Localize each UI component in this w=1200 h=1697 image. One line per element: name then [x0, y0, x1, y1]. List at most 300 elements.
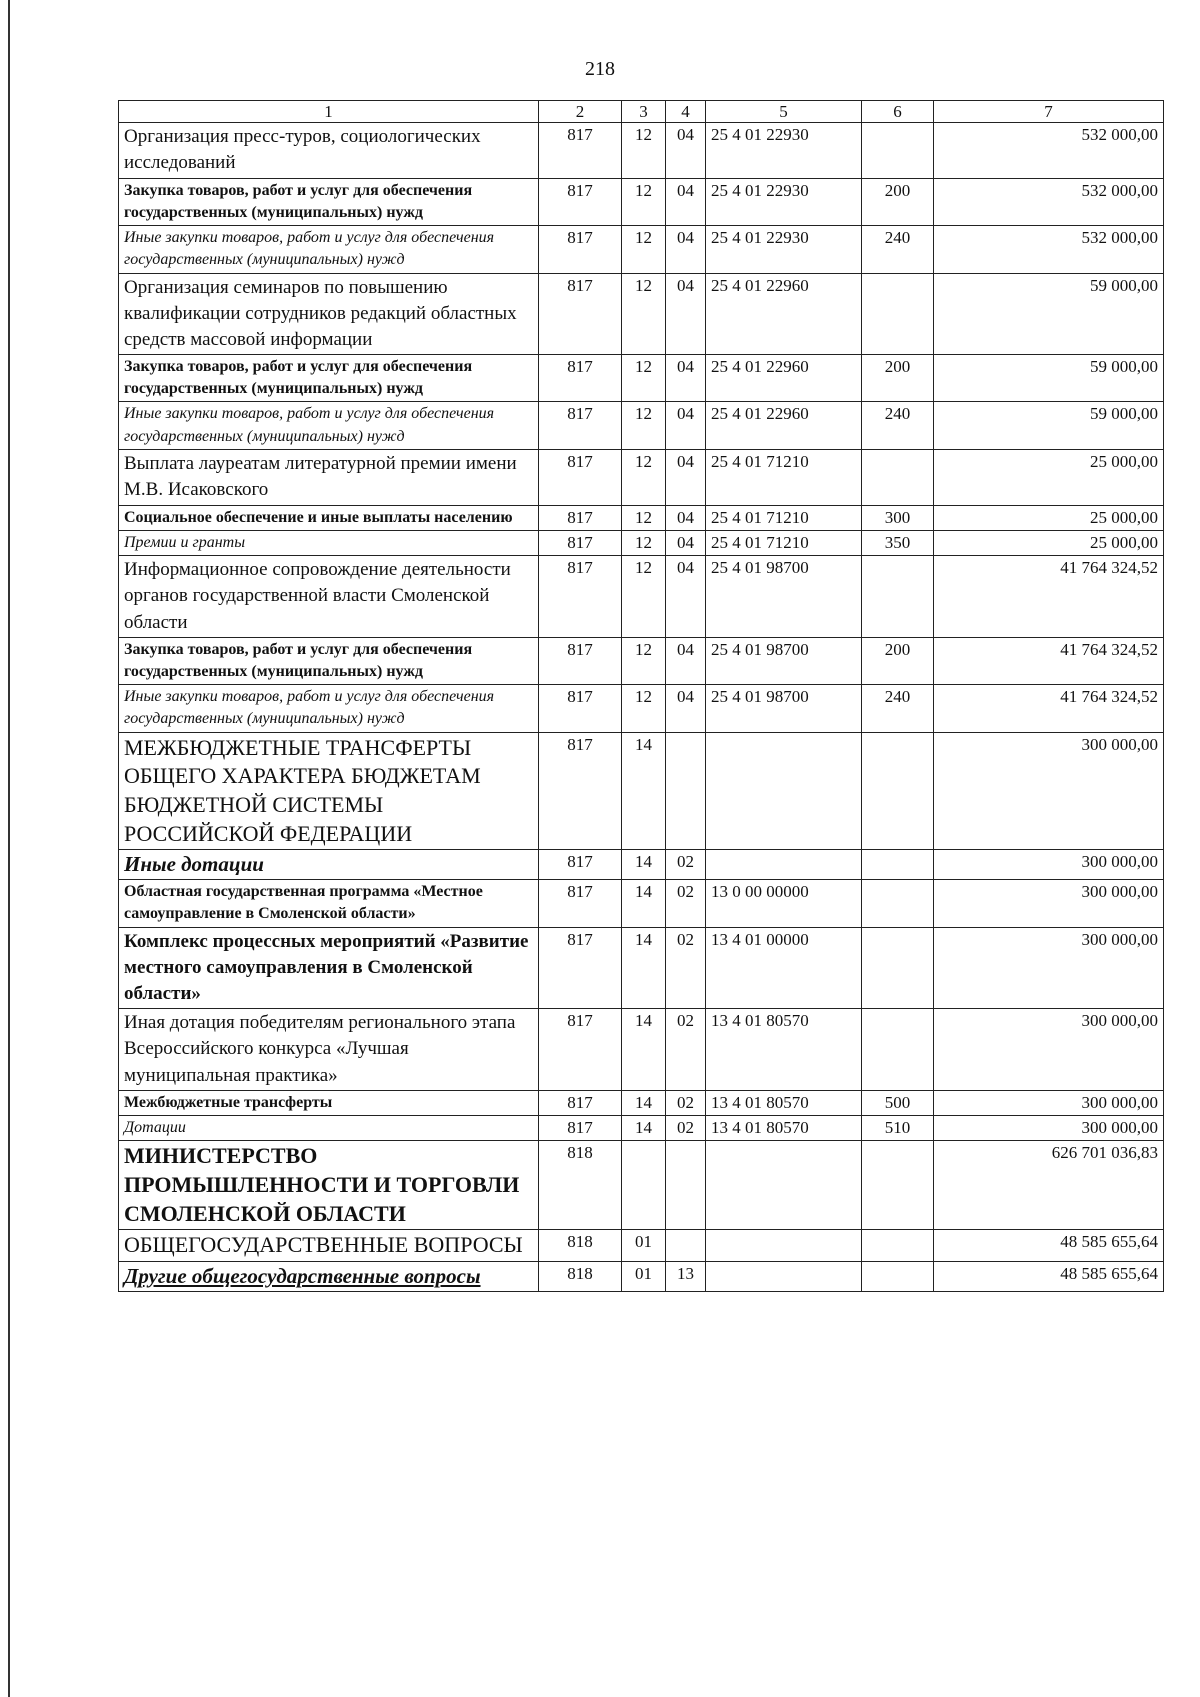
target-article-text: 25 4 01 98700 — [711, 558, 809, 578]
table-row — [119, 1009, 1164, 1091]
amount-cell — [934, 850, 1164, 880]
section-code-cell — [622, 505, 666, 530]
table-row — [119, 1141, 1164, 1230]
target-article-cell — [706, 1261, 862, 1291]
section-code-cell — [622, 880, 666, 927]
target-article-text: 25 4 01 98700 — [711, 639, 809, 659]
target-article-cell — [706, 178, 862, 225]
subsection-code-cell — [666, 273, 706, 355]
amount-text: 48 585 655,64 — [1060, 1263, 1158, 1283]
expense-type-cell — [862, 1009, 934, 1091]
amount-text: 41 764 324,52 — [1060, 558, 1158, 578]
table-row — [119, 1090, 1164, 1115]
admin-code-cell — [539, 530, 622, 555]
target-article-cell — [706, 927, 862, 1009]
subsection-code-text: 04 — [677, 558, 694, 578]
row-name-cell — [119, 927, 539, 1009]
page-edge-line — [8, 0, 10, 1697]
amount-cell — [934, 880, 1164, 927]
row-name-text: Областная государственная программа «Местное самоуправление в Смоленской области» — [124, 883, 483, 923]
admin-code-text: 818 — [567, 1232, 593, 1252]
admin-code-text: 817 — [567, 1117, 593, 1137]
row-name-cell — [119, 1009, 539, 1091]
section-code-text: 12 — [635, 507, 652, 527]
amount-cell — [934, 556, 1164, 638]
expense-type-cell — [862, 273, 934, 355]
amount-cell — [934, 123, 1164, 178]
row-name-cell — [119, 1141, 539, 1230]
row-name-text: МИНИСТЕРСТВО ПРОМЫШЛЕННОСТИ И ТОРГОВЛИ СМОЛЕНСКОЙ ОБЛАСТИ — [124, 1143, 520, 1226]
amount-text: 48 585 655,64 — [1060, 1232, 1158, 1252]
expense-type-cell — [862, 850, 934, 880]
row-name-cell — [119, 273, 539, 355]
amount-text: 300 000,00 — [1081, 882, 1158, 902]
admin-code-text: 817 — [567, 404, 593, 424]
column-header: 2 — [539, 101, 622, 123]
expense-type-cell — [862, 402, 934, 450]
table-row — [119, 1115, 1164, 1140]
section-code-cell — [622, 637, 666, 684]
section-code-text: 14 — [635, 1011, 652, 1031]
admin-code-text: 817 — [567, 734, 593, 754]
expense-type-text: 300 — [884, 507, 911, 527]
section-code-cell — [622, 1115, 666, 1140]
table-row — [119, 178, 1164, 225]
admin-code-cell — [539, 1141, 622, 1230]
subsection-code-cell — [666, 1009, 706, 1091]
subsection-code-cell — [666, 1141, 706, 1230]
expense-type-text: 350 — [884, 532, 911, 552]
expense-type-cell — [862, 450, 934, 505]
target-article-cell — [706, 732, 862, 849]
subsection-code-cell — [666, 1115, 706, 1140]
row-name-cell — [119, 1090, 539, 1115]
section-code-text: 12 — [635, 639, 652, 659]
admin-code-text: 817 — [567, 639, 593, 659]
amount-cell — [934, 732, 1164, 849]
subsection-code-text: 04 — [677, 507, 694, 527]
table-row — [119, 556, 1164, 638]
section-code-text: 01 — [635, 1232, 652, 1252]
admin-code-text: 817 — [567, 686, 593, 706]
amount-cell — [934, 178, 1164, 225]
amount-text: 300 000,00 — [1081, 929, 1158, 949]
section-code-cell — [622, 732, 666, 849]
row-name-text: Иные закупки товаров, работ и услуг для обеспечения государственных (муниципальных) нужд — [124, 405, 495, 445]
target-article-cell — [706, 225, 862, 273]
table-row — [119, 355, 1164, 402]
section-code-cell — [622, 123, 666, 178]
section-code-cell — [622, 273, 666, 355]
table-row — [119, 450, 1164, 505]
section-code-cell — [622, 530, 666, 555]
admin-code-cell — [539, 684, 622, 732]
subsection-code-cell — [666, 178, 706, 225]
subsection-code-text: 02 — [677, 929, 694, 949]
subsection-code-text: 04 — [677, 357, 694, 377]
section-code-cell — [622, 1141, 666, 1230]
subsection-code-text: 04 — [677, 404, 694, 424]
subsection-code-cell — [666, 880, 706, 927]
section-code-text: 12 — [635, 357, 652, 377]
subsection-code-text: 02 — [677, 1117, 694, 1137]
expense-type-cell — [862, 732, 934, 849]
table-row — [119, 927, 1164, 1009]
admin-code-cell — [539, 450, 622, 505]
subsection-code-text: 04 — [677, 452, 694, 472]
row-name-cell — [119, 556, 539, 638]
amount-text: 532 000,00 — [1081, 180, 1158, 200]
table-row — [119, 880, 1164, 927]
table-body — [119, 123, 1164, 1292]
row-name-cell — [119, 450, 539, 505]
amount-cell — [934, 505, 1164, 530]
amount-cell — [934, 225, 1164, 273]
section-code-text: 12 — [635, 452, 652, 472]
target-article-text: 25 4 01 71210 — [711, 507, 809, 527]
target-article-cell — [706, 123, 862, 178]
amount-cell — [934, 1090, 1164, 1115]
amount-cell — [934, 684, 1164, 732]
row-name-cell — [119, 880, 539, 927]
admin-code-text: 817 — [567, 882, 593, 902]
row-name-text: Иные дотации — [124, 852, 264, 877]
target-article-text: 13 4 01 80570 — [711, 1011, 809, 1031]
section-code-cell — [622, 1009, 666, 1091]
page-number: 218 — [585, 58, 615, 80]
amount-text: 300 000,00 — [1081, 1011, 1158, 1031]
section-code-text: 12 — [635, 180, 652, 200]
target-article-text: 25 4 01 22960 — [711, 275, 809, 295]
expense-type-text: 200 — [884, 357, 911, 377]
section-code-text: 14 — [635, 852, 652, 872]
amount-cell — [934, 355, 1164, 402]
section-code-cell — [622, 684, 666, 732]
expense-type-cell — [862, 505, 934, 530]
admin-code-cell — [539, 1230, 622, 1262]
row-name-text: Социальное обеспечение и иные выплаты населению — [124, 508, 513, 526]
admin-code-text: 818 — [567, 1143, 593, 1163]
table-row — [119, 530, 1164, 555]
subsection-code-text: 04 — [677, 227, 694, 247]
admin-code-cell — [539, 927, 622, 1009]
target-article-text: 25 4 01 22930 — [711, 227, 809, 247]
amount-text: 300 000,00 — [1081, 852, 1158, 872]
column-header: 5 — [706, 101, 862, 123]
section-code-text: 12 — [635, 275, 652, 295]
subsection-code-cell — [666, 927, 706, 1009]
target-article-text: 25 4 01 22930 — [711, 180, 809, 200]
row-name-text: Межбюджетные трансферты — [124, 1093, 333, 1111]
subsection-code-cell — [666, 1261, 706, 1291]
row-name-text: Комплекс процессных мероприятий «Развитие местного самоуправления в Смоленской области» — [124, 930, 529, 1004]
admin-code-cell — [539, 273, 622, 355]
table-row — [119, 1261, 1164, 1291]
expense-type-cell — [862, 1230, 934, 1262]
target-article-text: 25 4 01 22960 — [711, 357, 809, 377]
admin-code-text: 817 — [567, 558, 593, 578]
admin-code-cell — [539, 637, 622, 684]
admin-code-text: 817 — [567, 452, 593, 472]
expense-type-cell — [862, 123, 934, 178]
target-article-cell — [706, 1009, 862, 1091]
target-article-cell — [706, 880, 862, 927]
row-name-text: Закупка товаров, работ и услуг для обеспечения государственных (муниципальных) нужд — [124, 181, 473, 221]
admin-code-text: 817 — [567, 180, 593, 200]
section-code-cell — [622, 927, 666, 1009]
section-code-cell — [622, 1090, 666, 1115]
admin-code-cell — [539, 225, 622, 273]
row-name-text: МЕЖБЮДЖЕТНЫЕ ТРАНСФЕРТЫ ОБЩЕГО ХАРАКТЕРА БЮДЖЕТАМ БЮДЖЕТНОЙ СИСТЕМЫ РОССИЙСКОЙ ФЕДЕРАЦИИ — [124, 734, 481, 846]
admin-code-text: 817 — [567, 1092, 593, 1112]
amount-text: 300 000,00 — [1081, 1092, 1158, 1112]
amount-cell — [934, 402, 1164, 450]
admin-code-cell — [539, 505, 622, 530]
admin-code-text: 817 — [567, 929, 593, 949]
section-code-cell — [622, 450, 666, 505]
expense-type-cell — [862, 927, 934, 1009]
table-row — [119, 402, 1164, 450]
section-code-cell — [622, 850, 666, 880]
row-name-text: Иные закупки товаров, работ и услуг для обеспечения государственных (муниципальных) нужд — [124, 687, 495, 728]
amount-cell — [934, 1230, 1164, 1262]
admin-code-cell — [539, 123, 622, 178]
admin-code-text: 817 — [567, 1011, 593, 1031]
row-name-cell — [119, 1115, 539, 1140]
target-article-text: 13 0 00 00000 — [711, 882, 809, 902]
expense-type-cell — [862, 225, 934, 273]
budget-table — [118, 100, 1164, 1292]
admin-code-cell — [539, 1261, 622, 1291]
admin-code-cell — [539, 732, 622, 849]
section-code-cell — [622, 225, 666, 273]
expense-type-cell — [862, 637, 934, 684]
amount-text: 532 000,00 — [1081, 125, 1158, 145]
amount-cell — [934, 1141, 1164, 1230]
row-name-text: Информационное сопровождение деятельности органов государственной власти Смоленской области — [124, 559, 511, 633]
expense-type-text: 200 — [884, 639, 911, 659]
admin-code-cell — [539, 402, 622, 450]
amount-cell — [934, 450, 1164, 505]
expense-type-cell — [862, 1090, 934, 1115]
admin-code-cell — [539, 1090, 622, 1115]
row-name-text: ОБЩЕГОСУДАРСТВЕННЫЕ ВОПРОСЫ — [124, 1232, 523, 1258]
target-article-cell — [706, 556, 862, 638]
row-name-text: Иная дотация победителям регионального этапа Всероссийского конкурса «Лучшая муниципальная практика» — [124, 1012, 516, 1086]
target-article-cell — [706, 684, 862, 732]
subsection-code-text: 02 — [677, 1092, 694, 1112]
subsection-code-cell — [666, 355, 706, 402]
target-article-cell — [706, 1230, 862, 1262]
amount-text: 41 764 324,52 — [1060, 686, 1158, 706]
expense-type-cell — [862, 880, 934, 927]
subsection-code-text: 02 — [677, 882, 694, 902]
expense-type-text: 240 — [884, 686, 911, 706]
section-code-text: 14 — [635, 1117, 652, 1137]
section-code-text: 12 — [635, 558, 652, 578]
subsection-code-cell — [666, 732, 706, 849]
table-row — [119, 684, 1164, 732]
row-name-cell — [119, 637, 539, 684]
amount-cell — [934, 1261, 1164, 1291]
subsection-code-cell — [666, 450, 706, 505]
target-article-cell — [706, 1115, 862, 1140]
admin-code-text: 817 — [567, 507, 593, 527]
section-code-text: 14 — [635, 734, 652, 754]
admin-code-cell — [539, 1115, 622, 1140]
row-name-cell — [119, 355, 539, 402]
section-code-text: 12 — [635, 404, 652, 424]
subsection-code-cell — [666, 225, 706, 273]
section-code-cell — [622, 402, 666, 450]
subsection-code-cell — [666, 684, 706, 732]
table-row — [119, 637, 1164, 684]
subsection-code-cell — [666, 505, 706, 530]
amount-cell — [934, 273, 1164, 355]
amount-text: 300 000,00 — [1081, 1117, 1158, 1137]
table-row — [119, 505, 1164, 530]
subsection-code-text: 04 — [677, 180, 694, 200]
expense-type-text: 240 — [884, 227, 911, 247]
section-code-text: 14 — [635, 1092, 652, 1112]
table-row — [119, 732, 1164, 849]
subsection-code-text: 04 — [677, 125, 694, 145]
section-code-cell — [622, 1230, 666, 1262]
section-code-text: 14 — [635, 929, 652, 949]
target-article-text: 25 4 01 71210 — [711, 532, 809, 552]
target-article-cell — [706, 355, 862, 402]
expense-type-cell — [862, 530, 934, 555]
row-name-cell — [119, 178, 539, 225]
section-code-text: 12 — [635, 532, 652, 552]
target-article-cell — [706, 850, 862, 880]
expense-type-text: 510 — [884, 1117, 911, 1137]
row-name-cell — [119, 850, 539, 880]
subsection-code-text: 04 — [677, 686, 694, 706]
section-code-cell — [622, 1261, 666, 1291]
amount-text: 25 000,00 — [1090, 507, 1158, 527]
subsection-code-text: 13 — [677, 1263, 694, 1283]
amount-cell — [934, 530, 1164, 555]
section-code-text: 14 — [635, 882, 652, 902]
subsection-code-cell — [666, 637, 706, 684]
table-row — [119, 273, 1164, 355]
target-article-cell — [706, 505, 862, 530]
row-name-text: Иные закупки товаров, работ и услуг для обеспечения государственных (муниципальных) нужд — [124, 228, 495, 269]
target-article-cell — [706, 1090, 862, 1115]
subsection-code-text: 04 — [677, 532, 694, 552]
row-name-text: Дотации — [124, 1118, 186, 1136]
subsection-code-cell — [666, 850, 706, 880]
subsection-code-text: 02 — [677, 1011, 694, 1031]
row-name-cell — [119, 684, 539, 732]
subsection-code-cell — [666, 402, 706, 450]
expense-type-cell — [862, 355, 934, 402]
target-article-text: 13 4 01 80570 — [711, 1092, 809, 1112]
admin-code-text: 817 — [567, 275, 593, 295]
expense-type-cell — [862, 684, 934, 732]
row-name-text: Другие общегосударственные вопросы — [124, 1263, 481, 1288]
column-header: 7 — [934, 101, 1164, 123]
admin-code-cell — [539, 850, 622, 880]
section-code-text: 01 — [635, 1263, 652, 1283]
subsection-code-text: 04 — [677, 275, 694, 295]
table-row — [119, 225, 1164, 273]
row-name-cell — [119, 225, 539, 273]
amount-text: 59 000,00 — [1090, 404, 1158, 424]
admin-code-cell — [539, 355, 622, 402]
target-article-text: 25 4 01 98700 — [711, 686, 809, 706]
column-header: 1 — [119, 101, 539, 123]
subsection-code-cell — [666, 123, 706, 178]
section-code-text: 12 — [635, 227, 652, 247]
amount-cell — [934, 637, 1164, 684]
expense-type-text: 200 — [884, 180, 911, 200]
target-article-text: 13 4 01 00000 — [711, 929, 809, 949]
table-row — [119, 1230, 1164, 1262]
section-code-cell — [622, 355, 666, 402]
subsection-code-cell — [666, 556, 706, 638]
target-article-cell — [706, 402, 862, 450]
column-header: 6 — [862, 101, 934, 123]
amount-text: 59 000,00 — [1090, 357, 1158, 377]
row-name-cell — [119, 530, 539, 555]
amount-text: 300 000,00 — [1081, 734, 1158, 754]
target-article-cell — [706, 273, 862, 355]
amount-text: 59 000,00 — [1090, 275, 1158, 295]
row-name-text: Закупка товаров, работ и услуг для обеспечения государственных (муниципальных) нужд — [124, 640, 473, 680]
admin-code-text: 817 — [567, 532, 593, 552]
row-name-cell — [119, 123, 539, 178]
subsection-code-text: 04 — [677, 639, 694, 659]
target-article-text: 25 4 01 22960 — [711, 404, 809, 424]
row-name-text: Организация семинаров по повышению квалификации сотрудников редакций областных средств массовой информации — [124, 276, 517, 351]
column-number-row — [119, 101, 1164, 123]
row-name-cell — [119, 505, 539, 530]
target-article-cell — [706, 450, 862, 505]
amount-text: 626 701 036,83 — [1051, 1143, 1158, 1163]
subsection-code-cell — [666, 1230, 706, 1262]
table-row — [119, 123, 1164, 178]
row-name-text: Выплата лауреатам литературной премии имени М.В. Исаковского — [124, 453, 517, 501]
admin-code-text: 817 — [567, 852, 593, 872]
amount-cell — [934, 927, 1164, 1009]
subsection-code-cell — [666, 1090, 706, 1115]
row-name-cell — [119, 402, 539, 450]
admin-code-cell — [539, 880, 622, 927]
admin-code-cell — [539, 556, 622, 638]
amount-text: 532 000,00 — [1081, 227, 1158, 247]
column-header: 3 — [622, 101, 666, 123]
target-article-text: 25 4 01 22930 — [711, 125, 809, 145]
admin-code-text: 818 — [567, 1263, 593, 1283]
admin-code-text: 817 — [567, 227, 593, 247]
row-name-cell — [119, 732, 539, 849]
row-name-cell — [119, 1261, 539, 1291]
expense-type-cell — [862, 1141, 934, 1230]
expense-type-cell — [862, 556, 934, 638]
amount-text: 25 000,00 — [1090, 452, 1158, 472]
expense-type-text: 500 — [884, 1092, 911, 1112]
admin-code-text: 817 — [567, 357, 593, 377]
target-article-text: 13 4 01 80570 — [711, 1117, 809, 1137]
amount-cell — [934, 1009, 1164, 1091]
target-article-cell — [706, 530, 862, 555]
row-name-text: Закупка товаров, работ и услуг для обеспечения государственных (муниципальных) нужд — [124, 358, 473, 398]
expense-type-text: 240 — [884, 404, 911, 424]
row-name-text: Организация пресс-туров, социологических исследований — [124, 126, 481, 174]
amount-cell — [934, 1115, 1164, 1140]
